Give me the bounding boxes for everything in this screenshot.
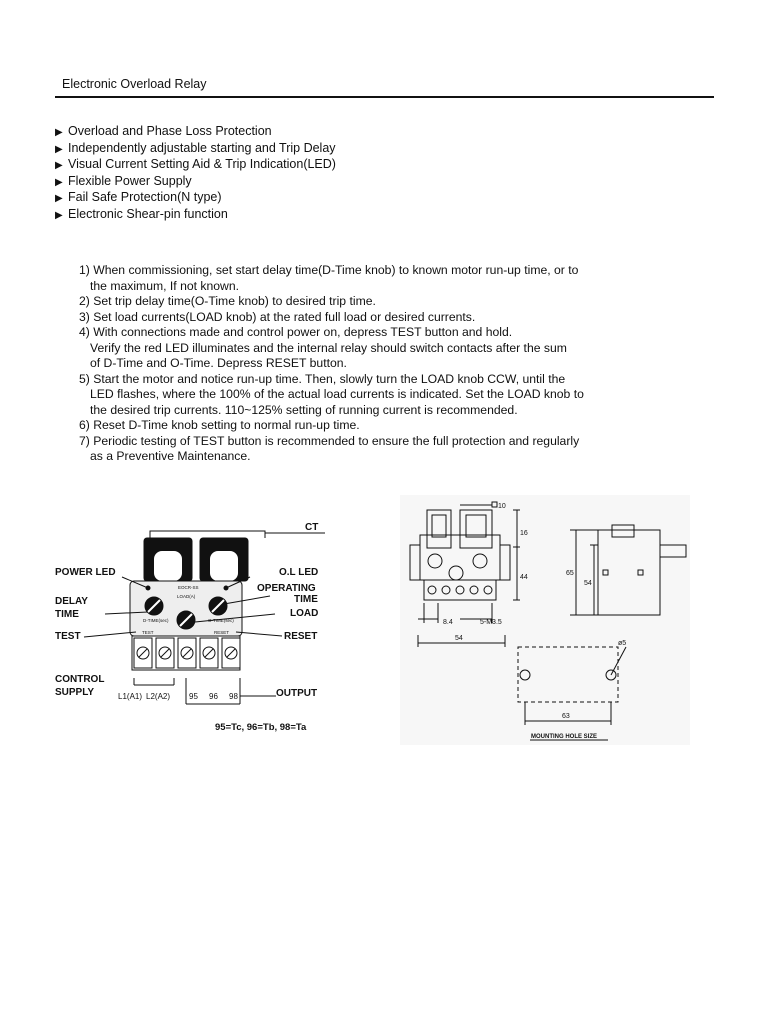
terminal-legend: 95=Tc, 96=Tb, 98=Ta	[215, 722, 307, 733]
step-line: 5) Start the motor and notice run-up time. Then, slowly turn the LOAD knob CCW, until the	[79, 371, 566, 386]
feature-item: ▶ Flexible Power Supply	[55, 174, 336, 191]
dim-5-m3-5-label: 5-M3.5	[480, 619, 502, 626]
o-time-face-text: O-TIME(sec)	[208, 618, 234, 623]
model-face-text: EOCR-SS	[178, 585, 199, 590]
delay-time-label-1: DELAY	[55, 596, 88, 607]
step-line: 3) Set load currents(LOAD knob) at the rated full load or desired currents.	[79, 309, 476, 324]
terminal-98-label: 98	[229, 692, 238, 701]
step-line: the desired trip currents. 110~125% setting of running current is recommended.	[90, 402, 518, 417]
dim-phi5-label: ø5	[618, 640, 627, 647]
step-line: Verify the red LED illuminates and the internal relay should switch contacts after the sum	[90, 340, 567, 355]
dim-54-bottom-label: 54	[455, 635, 463, 642]
operating-time-label-2: TIME	[294, 594, 318, 605]
dimension-drawing	[400, 495, 690, 745]
step-line: 2) Set trip delay time(O-Time knob) to desired trip time.	[79, 294, 376, 308]
dim-16-label: 16	[520, 530, 528, 537]
dim-44-label: 44	[520, 574, 528, 581]
dim-63-label: 63	[562, 713, 570, 720]
relay-wiring-diagram	[50, 518, 330, 740]
terminal-95-label: 95	[189, 692, 198, 701]
terminal-l1-label: L1(A1)	[118, 692, 143, 701]
triangle-bullet-icon: ▶	[55, 209, 63, 221]
d-time-face-text: D-TIME(sec)	[143, 618, 169, 623]
reset-face-text: RESET	[214, 630, 230, 635]
reset-label: RESET	[284, 631, 318, 642]
feature-item: ▶ Visual Current Setting Aid & Trip Indication(LED)	[55, 157, 336, 174]
feature-list	[55, 124, 336, 224]
feature-item: ▶ Fail Safe Protection(N type)	[55, 190, 336, 207]
ct-label: CT	[305, 522, 319, 533]
step-line: as a Preventive Maintenance.	[90, 449, 251, 463]
feature-item: ▶ Overload and Phase Loss Protection	[55, 124, 336, 141]
title-divider	[55, 96, 714, 98]
triangle-bullet-icon: ▶	[55, 127, 63, 138]
triangle-bullet-icon: ▶	[55, 143, 63, 155]
dim-54-side-label: 54	[584, 580, 592, 587]
ol-led-label: O.L LED	[279, 567, 319, 578]
step-line: 7) Periodic testing of TEST button is recommended to ensure the full protection and regularly	[79, 433, 580, 448]
output-label: OUTPUT	[276, 688, 318, 699]
terminal-96-label: 96	[209, 692, 218, 701]
commissioning-steps	[79, 263, 584, 465]
step-line: of D-Time and O-Time. Depress RESET button.	[90, 356, 347, 370]
step-line: 6) Reset D-Time knob setting to normal run-up time.	[79, 418, 360, 432]
dim-65-label: 65	[566, 570, 574, 577]
control-supply-label-1: CONTROL	[55, 674, 105, 685]
dim-10-label: 10	[498, 503, 506, 510]
triangle-bullet-icon: ▶	[55, 160, 63, 172]
load-label: LOAD	[290, 608, 319, 619]
step-line: 4) With connections made and control power on, depress TEST button and hold.	[79, 325, 513, 339]
test-label: TEST	[55, 631, 81, 642]
control-supply-label-2: SUPPLY	[55, 687, 95, 698]
dim-8-4-label: 8.4	[443, 619, 453, 626]
page-title: Electronic Overload Relay	[62, 77, 207, 91]
feature-item: ▶ Electronic Shear-pin function	[55, 207, 336, 224]
operating-time-label-1: OPERATING	[257, 583, 316, 594]
feature-item: ▶ Independently adjustable starting and Trip Delay	[55, 141, 336, 158]
load-face-text: LOAD(A)	[177, 594, 196, 599]
mounting-hole-size-label: MOUNTING HOLE SIZE	[531, 734, 597, 740]
triangle-bullet-icon: ▶	[55, 193, 63, 205]
delay-time-label-2: TIME	[55, 609, 79, 620]
step-line: the maximum, If not known.	[90, 278, 240, 293]
terminal-l2-label: L2(A2)	[146, 692, 171, 701]
step-line: 1) When commissioning, set start delay time(D-Time knob) to known motor run-up time, or to	[79, 263, 579, 277]
power-led-label: POWER LED	[55, 567, 116, 578]
test-face-text: TEST	[142, 630, 154, 635]
triangle-bullet-icon: ▶	[55, 176, 63, 188]
step-line: LED flashes, where the 100% of the actual load currents is indicated. Set the LOAD knob to	[90, 387, 584, 401]
